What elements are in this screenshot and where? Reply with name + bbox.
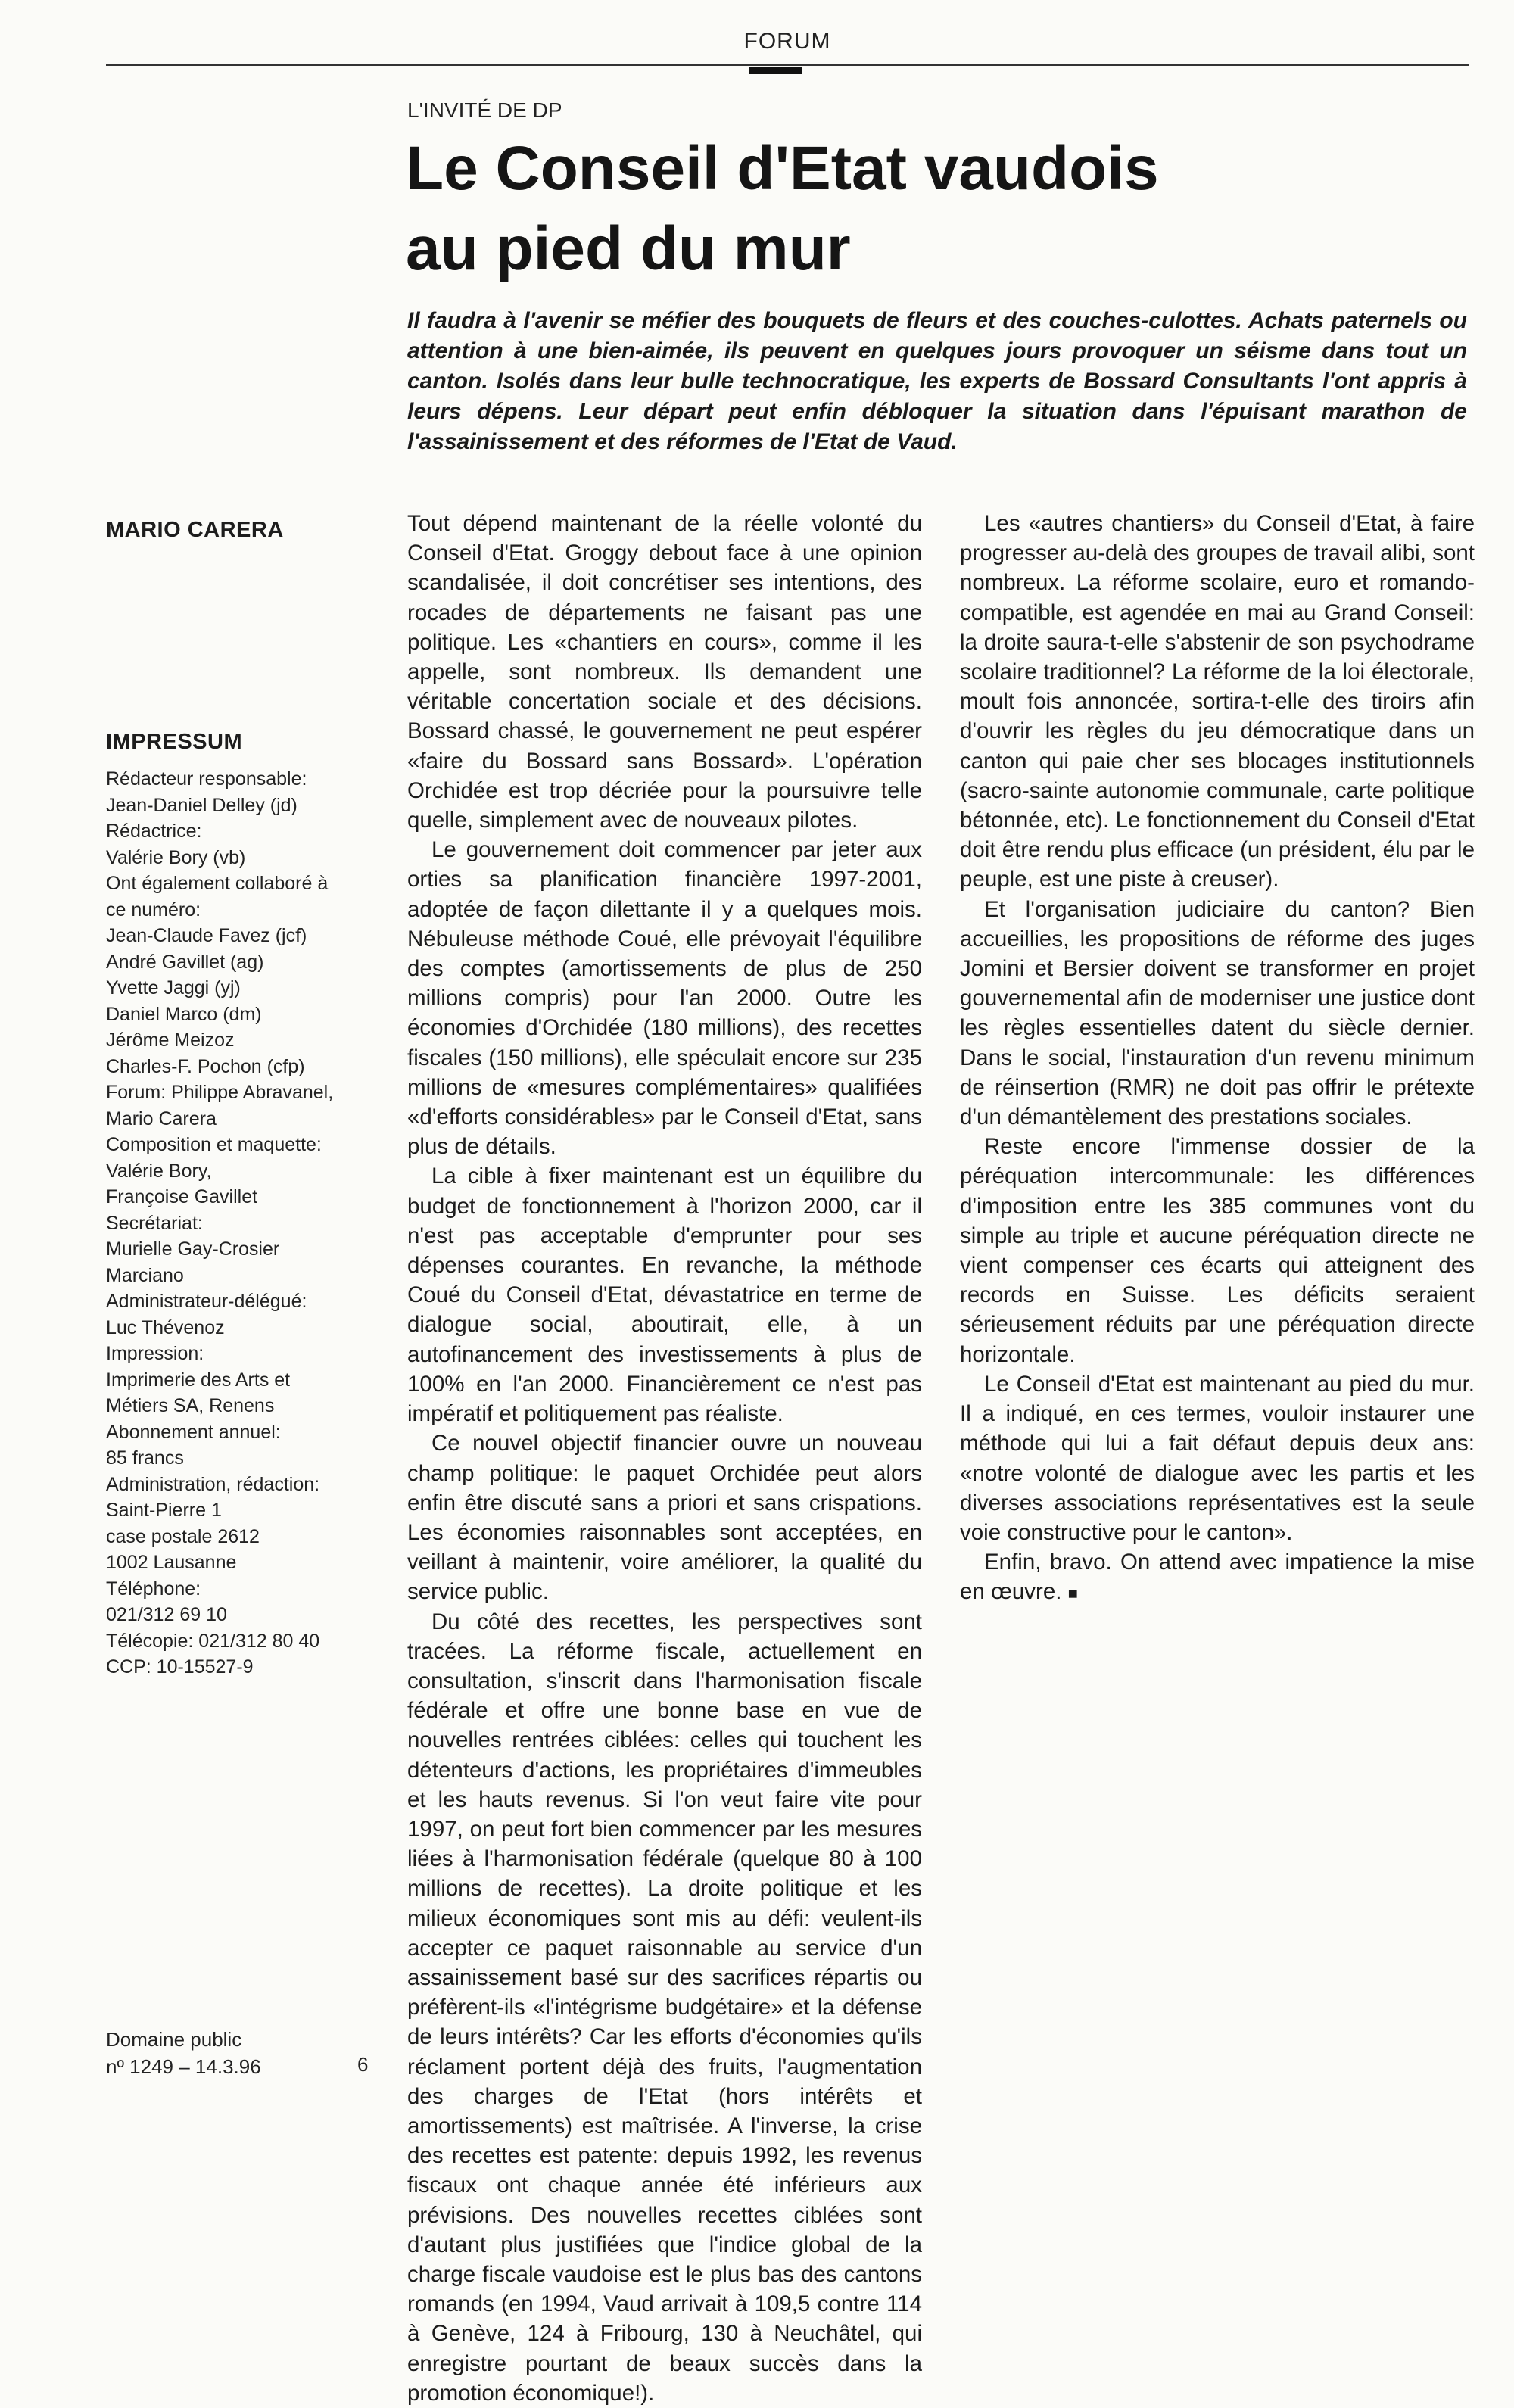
impressum-line: Marciano — [106, 1264, 184, 1286]
impressum-line: Françoise Gavillet — [106, 1186, 258, 1207]
article-paragraph: Reste encore l'immense dossier de la péréquation intercommunale: les différences d'imposition entre les 385 communes vont du simple au triple et aucune péréquation directe ne vient compenser ces écarts qui atteignent des records en Suisse. Les déficits seraient sérieusement réduits par une péréquation directe horizontale. — [960, 1134, 1475, 1367]
impressum-line: Luc Thévenoz — [106, 1316, 225, 1338]
impressum-title: IMPRESSUM — [106, 730, 243, 754]
impressum-line: Jérôme Meizoz — [106, 1030, 235, 1051]
article-paragraph: Ce nouvel objectif financier ouvre un nouveau champ politique: le paquet Orchidée peut alors enfin être discuté sans a priori et sans crispations. Les économies raisonnables sont acceptées, en veillant à maintenir, voire améliorer, la qualité du service public. — [407, 1431, 922, 1605]
impressum-line: André Gavillet (ag) — [106, 951, 264, 973]
impressum-line: Jean-Daniel Delley (jd) — [106, 794, 298, 816]
article-paragraph: Les «autres chantiers» du Conseil d'Etat, à faire progresser au-delà des groupes de travail alibi, sont nombreux. La réforme scolaire, euro et romando-compatible, est agendée en mai au Grand Conseil: la droite saura-t-elle s'abstenir de son psychodrame scolaire traditionnel? La réforme de la loi électorale, moult fois annoncée, sortira-t-elle des tiroirs afin d'ouvrir les règles du jeu démocratique dans un canton qui paie cher ses blocages institutionnels (sacro-sainte autonomie communale, carte politique bétonnée, etc). Le fonctionnement du Conseil d'Etat doit être rendu plus efficace (un président, élu par le peuple, est une piste à creuser). — [960, 511, 1475, 892]
article-kicker: L'INVITÉ DE DP — [407, 98, 562, 122]
impressum-line: Charles-F. Pochon (cfp) — [106, 1055, 305, 1077]
impressum-line: Yvette Jaggi (yj) — [106, 977, 241, 998]
impressum-line: Administration, rédaction: — [106, 1473, 320, 1495]
article-paragraph: Tout dépend maintenant de la réelle volonté du Conseil d'Etat. Groggy debout face à une opinion scandalisée, il doit concrétiser ses intentions, des rocades de départements ne faisant pas une politique. Les «chantiers en cours», comme il les appelle, sont nombreux. Ils demandent une véritable concertation sociale et des décisions. Bossard chassé, le gouvernement ne peut espérer «faire du Bossard sans Bossard». L'opération Orchidée est trop décriée pour la poursuivre telle quelle, simplement avec de nouveaux pilotes. — [407, 511, 922, 833]
page-number: 6 — [357, 2053, 369, 2076]
impressum-line: Saint-Pierre 1 — [106, 1500, 222, 1521]
impressum-line: Rédactrice: — [106, 821, 202, 842]
article-paragraph: La cible à fixer maintenant est un équilibre du budget de fonctionnement à l'horizon 2000, car il n'est pas acceptable d'emprunter pour ses dépenses courantes. En revanche, la méthode Coué du Conseil d'Etat, dévastatrice en terme de dialogue social, aboutirait, elle, à un autofinancement des investissements à plus de 100% en l'an 2000. Financièrement ce n'est pas impératif et politiquement pas réaliste. — [407, 1164, 922, 1427]
article-paragraph-last — [960, 1547, 1475, 1608]
article-paragraph: Et l'organisation judiciaire du canton? Bien accueillies, les propositions de réforme des juges Jomini et Bersier doivent se transformer en projet gouvernemental afin de moderniser une justice dont les règles essentielles datent du siècle dernier. Dans le social, l'instauration d'un revenu minimum de réinsertion (RMR) ne doit pas offrir le prétexte d'un démantèlement des prestations sociales. — [960, 896, 1475, 1130]
article-lead: Il faudra à l'avenir se méfier des bouquets de fleurs et des couches-culottes. Achats paternels ou attention à une bien-aimée, ils peuvent en quelques jours provoquer un séisme dans tout un canton. Isolés dans leur bulle technocratique, les experts de Bossard Consultants l'ont appris à leurs dépens. Leur départ peut enfin débloquer la situation dans l'épuisant marathon de l'assainissement et des réformes de l'Etat de Vaud. — [407, 308, 1467, 454]
impressum-line: Téléphone: — [106, 1578, 201, 1600]
article-title — [406, 129, 1466, 289]
impressum-line: Valérie Bory (vb) — [106, 846, 246, 868]
footer — [106, 2026, 261, 2080]
impressum-line: Abonnement annuel: — [106, 1421, 281, 1443]
impressum-line: Imprimerie des Arts et — [106, 1369, 291, 1391]
article-author: MARIO CARERA — [106, 518, 284, 542]
impressum-line: Administrateur-délégué: — [106, 1291, 307, 1312]
impressum-line: ce numéro: — [106, 899, 201, 921]
impressum-line: case postale 2612 — [106, 1525, 260, 1547]
impressum-line: Télécopie: 021/312 80 40 — [106, 1630, 320, 1652]
impressum-line: Impression: — [106, 1343, 204, 1364]
article-paragraph: Du côté des recettes, les perspectives sont tracées. La réforme fiscale, actuellement en consultation, s'inscrit dans l'harmonisation fiscale fédérale et offre une bonne base en vue de nouvelles rentrées ciblées: celles qui touchent les détenteurs d'actions, les propriétaires d'immeubles et les hauts revenus. Si l'on veut faire vite pour 1997, on peut fort bien commencer par les mesures liées à l'harmonisation fédérale (quelque 80 à 100 millions de recettes). La droite politique et les milieux économiques sont mis au défi: veulent-ils accepter ce paquet raisonnable au service d'un assainissement basé sur des sacrifices répartis ou préfèrent-ils «l'intégrisme budgétaire» et la défense de leurs intérêts? Car les efforts d'économies qu'ils réclament portent déjà des fruits, l'augmentation des charges de l'Etat (hors intérêts et amortissements) est maîtrisée. A l'inverse, la crise des recettes est patente: depuis 1992, les revenus fiscaux ont chaque année été inférieurs aux prévisions. Des nouvelles recettes ciblées sont d'autant plus justifiées que l'indice global de la charge fiscale vaudoise est le plus bas des cantons romands (en 1994, Vaud arrivait à 109,5 contre 114 à Genève, 124 à Fribourg, 130 à Neuchâtel, qui enregistre pourtant de beaux succès dans la promotion économique!). — [407, 1609, 922, 2406]
article-paragraph: Le gouvernement doit commencer par jeter aux orties sa planification financière 1997-2001, adoptée de façon dilettante il y a quelques mois. Nébuleuse méthode Coué, elle prévoyait l'équilibre des comptes (amortissements de plus de 250 millions compris) pour l'an 2000. Outre les économies d'Orchidée (180 millions), des recettes fiscales (150 millions), elle spéculait encore sur 235 millions de «mesures complémentaires» qualifiées «d'efforts considérables» par le Conseil d'Etat, sans plus de détails. — [407, 837, 922, 1160]
impressum-line: Secrétariat: — [106, 1212, 203, 1234]
article-column-right — [960, 509, 1475, 1609]
impressum-line: 85 francs — [106, 1447, 184, 1469]
header-tab-mark — [749, 67, 802, 74]
header-rule — [106, 64, 1469, 66]
impressum-line: Forum: Philippe Abravanel, — [106, 1082, 334, 1103]
end-of-article-mark: ■ — [1067, 1584, 1078, 1603]
impressum-line: Murielle Gay-Crosier — [106, 1238, 280, 1260]
article-paragraph: Le Conseil d'Etat est maintenant au pied du mur. Il a indiqué, en ces termes, vouloir instaurer une méthode qui lui a fait défaut depuis deux ans: «notre volonté de dialogue avec les partis et les diverses associations représentatives est la seule voie constructive pour le canton». — [960, 1371, 1475, 1545]
title-line-1: Le Conseil d'Etat vaudois — [406, 134, 1159, 203]
impressum-line: Daniel Marco (dm) — [106, 1003, 262, 1025]
footer-publication: Domaine public — [106, 2028, 242, 2051]
impressum-line: Métiers SA, Renens — [106, 1395, 275, 1416]
title-line-2: au pied du mur — [406, 214, 851, 283]
impressum-line: Composition et maquette: — [106, 1134, 322, 1155]
impressum-line: 021/312 69 10 — [106, 1604, 227, 1625]
section-header: FORUM — [743, 29, 831, 54]
article-closing-text: Enfin, bravo. On attend avec impatience la mise en œuvre. — [960, 1550, 1475, 1605]
impressum-list — [106, 766, 378, 1681]
impressum-line: CCP: 10-15527-9 — [106, 1656, 254, 1678]
impressum-line: Mario Carera — [106, 1107, 217, 1129]
impressum-line: Ont également collaboré à — [106, 873, 329, 894]
impressum-line: 1002 Lausanne — [106, 1552, 237, 1573]
impressum-line: Jean-Claude Favez (jcf) — [106, 925, 307, 946]
footer-issue: nº 1249 – 14.3.96 — [106, 2055, 261, 2078]
article-column-left — [407, 509, 922, 2408]
impressum-line: Rédacteur responsable: — [106, 768, 307, 790]
impressum-line: Valérie Bory, — [106, 1160, 212, 1182]
